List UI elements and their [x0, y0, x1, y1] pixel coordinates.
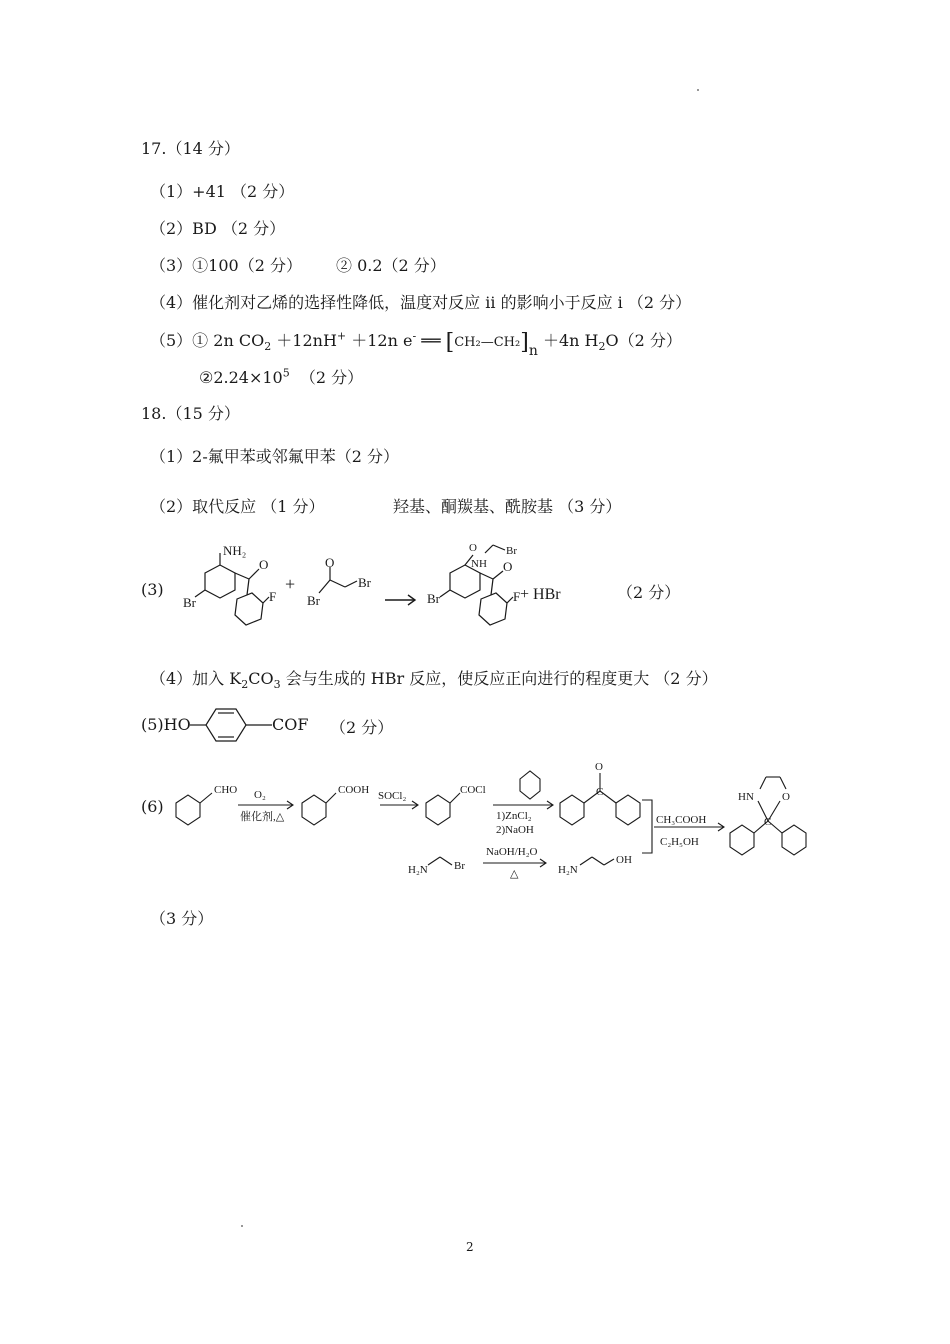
q17-part5-equation: （5）① 2n $CO_2 +12nH^+ +12n$ e- ══ [CH₂—CH₂]n ＋4n $H_2O(2$ 分） [150, 329, 682, 359]
q18-part3-reaction [175, 535, 615, 635]
cocl-label: COCl [460, 784, 486, 796]
ketone-o-label: O [595, 761, 603, 773]
q18-part4: （4）加入 $K_2CO_3$ 会与生成的 HBr 反应，使反应正向进行的程度更大 （2 分） [150, 669, 718, 692]
f-label: F [269, 589, 277, 604]
page-number: 2 [466, 1240, 474, 1254]
hbr-label: + HBr [520, 586, 561, 603]
br-label-2: Br [307, 593, 320, 608]
spiro-c-label: C [764, 816, 772, 828]
delta-label: △ [510, 868, 519, 880]
q17-part2: （2）BD （2 分） [150, 219, 286, 238]
product-br-label: Br [506, 545, 517, 557]
q18-part2a: （2）取代反应 （1 分） [150, 497, 325, 516]
q18-part6-score: （3 分） [150, 909, 214, 928]
br-label-3: Br [358, 575, 371, 590]
oh-label: OH [616, 854, 632, 866]
product-o-label: O [469, 542, 477, 554]
h2n-label: H₂N [408, 864, 428, 876]
q18-part5-score: （2 分） [330, 718, 394, 737]
socl2-label: SOCl₂ [378, 790, 407, 802]
product-br2-label: Br [427, 591, 440, 606]
polymer-bracket: [CH₂—CH₂]n [445, 330, 538, 359]
q17-part3b: ② 0.2（2 分） [336, 256, 446, 275]
catalyst-label: 催化剂,△ [240, 811, 285, 823]
q17-part5b [199, 365, 363, 388]
q18-part6-route [168, 755, 818, 885]
oxazolidine-o-label: O [782, 791, 790, 803]
q18-part3-label: (3) [141, 580, 164, 599]
p4-co: CO [248, 669, 274, 688]
product-f-label: F [513, 589, 521, 604]
p4-rest: 会与生成的 HBr 反应，使反应正向进行的程度更大 （2 分） [285, 669, 718, 688]
c2h5oh-label: C₂H₅OH [660, 836, 699, 848]
q17-part3a: （3）①100（2 分） [150, 256, 302, 275]
o-label-2: O [325, 555, 335, 570]
plus-sign: + [285, 574, 296, 594]
ketone-c-label: C [596, 786, 604, 798]
eq-water-score: O（2 分） [605, 331, 682, 350]
q18-part1: （1）2-氟甲苯或邻氟甲苯（2 分） [150, 447, 400, 466]
h2n-label-2: H₂N [558, 864, 578, 876]
o2-label: O₂ [254, 789, 266, 801]
value: ②2.24×10 [199, 368, 283, 387]
eq-e: ＋12n e [351, 331, 413, 350]
nh-label: NH [471, 558, 487, 570]
q18-header: 18.（15 分） [141, 404, 240, 423]
q18-part2b: 羟基、酮羰基、酰胺基 （3 分） [393, 497, 622, 516]
eq-sign: ══ [421, 331, 441, 350]
naoh-h2o-label: NaOH/H₂O [486, 846, 538, 858]
q17-part1: （1）+41 （2 分） [150, 182, 295, 201]
hn-label: HN [738, 791, 754, 803]
benzene-ring-p5 [188, 702, 278, 748]
ch3cooh-label: CH₃COOH [656, 814, 707, 826]
q18-part3-score: （2 分） [617, 583, 681, 602]
score: （2 分） [299, 368, 364, 387]
naoh-label: 2)NaOH [496, 824, 534, 836]
eq-water: ＋4n H [542, 331, 599, 350]
speck [697, 89, 699, 91]
q17-part4: （4）催化剂对乙烯的选择性降低，温度对反应 ii 的影响小于反应 i （2 分） [150, 293, 692, 312]
cho-label: CHO [214, 784, 238, 796]
exponent: 5 [282, 366, 290, 380]
eq-h: ＋12nH [276, 331, 337, 350]
nh2-label: NH₂ [223, 543, 247, 558]
q17-header: 17.（14 分） [141, 139, 240, 158]
cooh-label: COOH [338, 784, 370, 796]
polymer-unit: CH₂—CH₂ [454, 335, 521, 350]
q18-part6-label: (6) [141, 797, 164, 816]
br-label: Br [183, 595, 196, 610]
o-label: O [259, 557, 269, 572]
eq-co2: （5）① 2n CO [150, 331, 265, 350]
q18-part5-cof: COF [272, 715, 309, 734]
zncl2-label: 1)ZnCl₂ [496, 810, 532, 822]
q18-part5-label: (5)HO [141, 715, 191, 734]
p4-start: （4）加入 K [150, 669, 242, 688]
speck-2 [241, 1225, 243, 1227]
br-label-p6: Br [454, 860, 465, 872]
product-o2-label: O [503, 559, 513, 574]
